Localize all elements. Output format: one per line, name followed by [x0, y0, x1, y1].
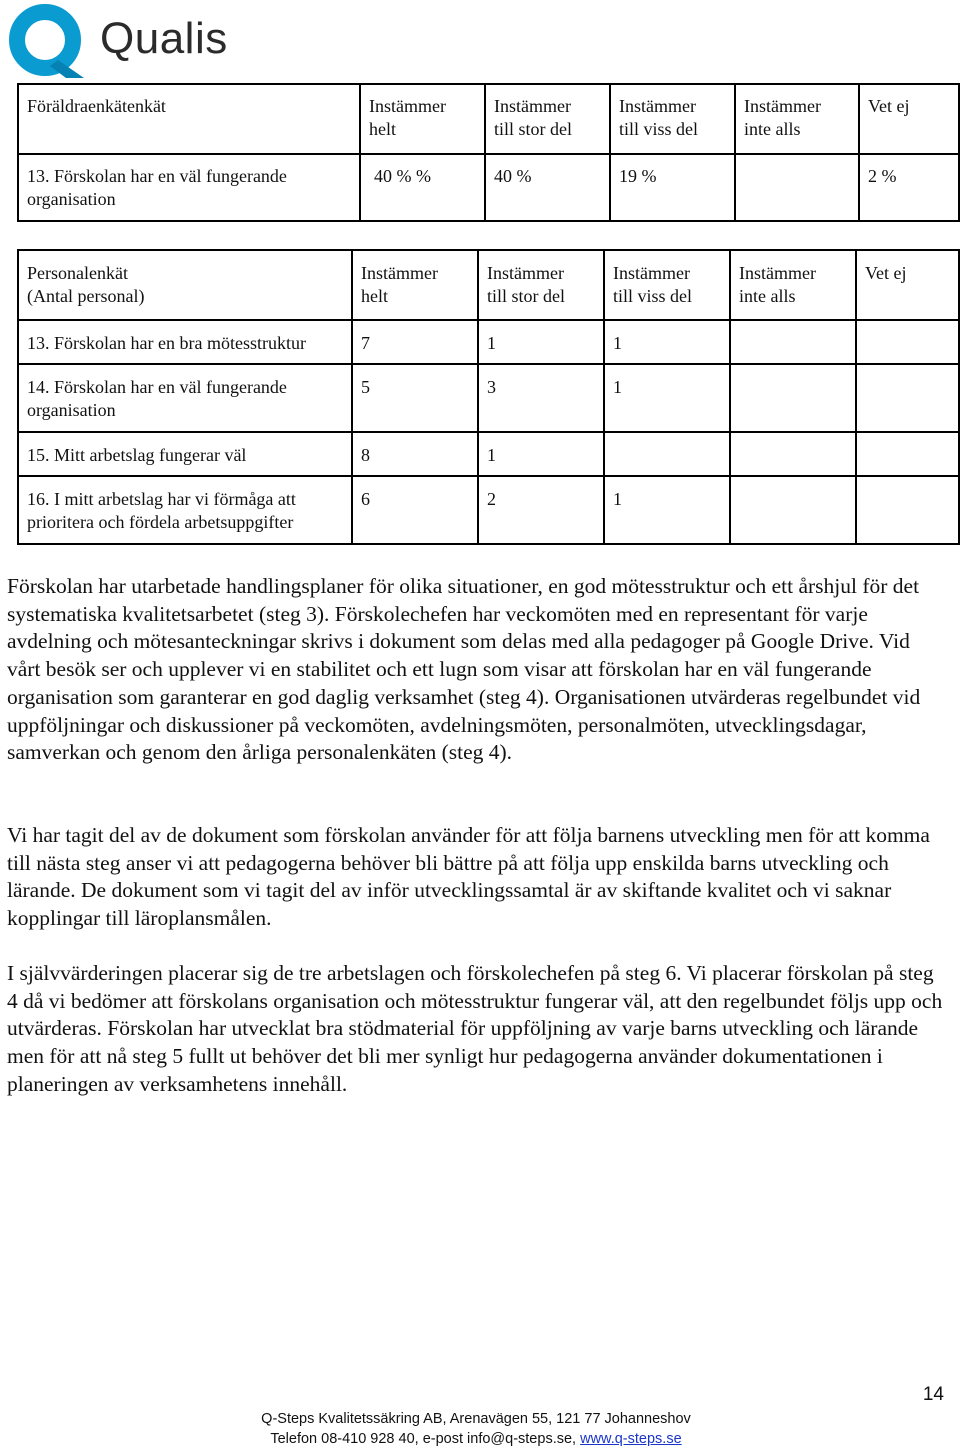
value-cell — [730, 476, 856, 544]
question-cell: 14. Förskolan har en väl fungerande organisation — [18, 364, 352, 432]
footer — [0, 1409, 952, 1449]
footer-contact-text: Telefon 08-410 928 40, e-post info@q-steps.se, — [270, 1431, 581, 1447]
table-row — [18, 364, 959, 432]
question-cell: 16. I mitt arbetslag har vi förmåga att prioritera och fördela arbetsuppgifter — [18, 476, 352, 544]
question-cell: 13. Förskolan har en väl fungerande organisation — [18, 154, 360, 221]
value-cell: 40 % % — [360, 154, 485, 221]
header-cell: Föräldraenkätenkät — [18, 84, 360, 154]
value-cell — [856, 364, 959, 432]
header-cell: Instämmer till viss del — [610, 84, 735, 154]
value-cell — [735, 154, 859, 221]
table-row — [18, 154, 959, 221]
header-cell: Vet ej — [856, 250, 959, 320]
table-row — [18, 476, 959, 544]
value-cell: 19 % — [610, 154, 735, 221]
header-cell: Instämmer inte alls — [730, 250, 856, 320]
footer-contact — [0, 1429, 952, 1449]
value-cell: 40 % — [485, 154, 610, 221]
value-cell: 1 — [604, 320, 730, 364]
website-link[interactable]: www.q-steps.se — [580, 1431, 682, 1447]
value-cell — [604, 432, 730, 476]
footer-address: Q-Steps Kvalitetssäkring AB, Arenavägen 55, 121 77 Johanneshov — [261, 1411, 691, 1427]
header-cell: Vet ej — [859, 84, 959, 154]
logo-wordmark: Qualis — [100, 14, 228, 63]
question-cell: 13. Förskolan har en bra mötesstruktur — [18, 320, 352, 364]
value-cell: 1 — [604, 364, 730, 432]
question-cell: 15. Mitt arbetslag fungerar väl — [18, 432, 352, 476]
header-cell: Personalenkät (Antal personal) — [18, 250, 352, 320]
value-cell — [730, 364, 856, 432]
paragraph-organisation: Förskolan har utarbetade handlingsplaner för olika situationer, en god mötesstruktur och ett årshjul för det systematiska kvalitetsarbetet (steg 3). Förskolechefen har veckomöten med en representant för varje avdelning och mötesanteckningar skrivs i dokument som delas med alla pedagoger på Google Drive. Vid vårt besök ser och upplever vi en stabilitet och ett lugn som visar att förskolan har en väl fungerande organisation som garanterar en god daglig verksamhet (steg 4). Organisationen utvärderas regelbundet vid uppföljningar och diskussioner på veckomöten, avdelningsmöten, personalmöten, utvecklingsdagar, samverkan och genom den årliga personalenkäten (steg 4). — [7, 574, 921, 765]
value-cell — [856, 476, 959, 544]
value-cell: 3 — [478, 364, 604, 432]
table-header-row — [18, 250, 959, 320]
value-cell: 6 — [352, 476, 478, 544]
header-cell: Instämmer helt — [352, 250, 478, 320]
parent-survey-table — [17, 83, 960, 222]
table-row — [18, 432, 959, 476]
value-cell — [730, 320, 856, 364]
value-cell: 2 — [478, 476, 604, 544]
value-cell — [856, 320, 959, 364]
value-cell: 2 % — [859, 154, 959, 221]
header-cell: Instämmer inte alls — [735, 84, 859, 154]
header-cell: Instämmer till stor del — [478, 250, 604, 320]
value-cell: 5 — [352, 364, 478, 432]
page-number: 14 — [922, 1384, 944, 1405]
header-cell: Instämmer till stor del — [485, 84, 610, 154]
qualis-q-icon — [6, 4, 96, 80]
paragraph-self-assessment: I självvärderingen placerar sig de tre arbetslagen och förskolechefen på steg 6. Vi placerar förskolan på steg 4 då vi bedömer att förskolans organisation och mötesstruktur fungerar väl, att den regelbundet följs upp och utvärderas. Förskolan har utvecklat bra stödmaterial för uppföljning av varje barns utveckling och lärande men för att nå steg 5 fullt ut behöver det bli mer synligt hur pedagogerna använder dokumentationen i planeringen av verksamhetens innehåll. — [7, 961, 943, 1096]
value-cell: 8 — [352, 432, 478, 476]
table-row — [18, 320, 959, 364]
qualis-logo — [6, 4, 236, 80]
value-cell — [730, 432, 856, 476]
value-cell: 1 — [478, 432, 604, 476]
value-cell: 1 — [604, 476, 730, 544]
value-cell: 7 — [352, 320, 478, 364]
paragraph-documentation: Vi har tagit del av de dokument som förskolan använder för att följa barnens utveckling men för att komma till nästa steg anser vi att pedagogerna behöver bli bättre på att följa upp enskilda barns utveckling och lärande. De dokument som vi tagit del av inför utvecklingssamtal är av skiftande kvalitet och vi saknar kopplingar till läroplansmålen. — [7, 823, 930, 931]
staff-survey-table — [17, 249, 960, 545]
header-cell: Instämmer till viss del — [604, 250, 730, 320]
value-cell: 1 — [478, 320, 604, 364]
table-header-row — [18, 84, 959, 154]
value-cell — [856, 432, 959, 476]
header-cell: Instämmer helt — [360, 84, 485, 154]
